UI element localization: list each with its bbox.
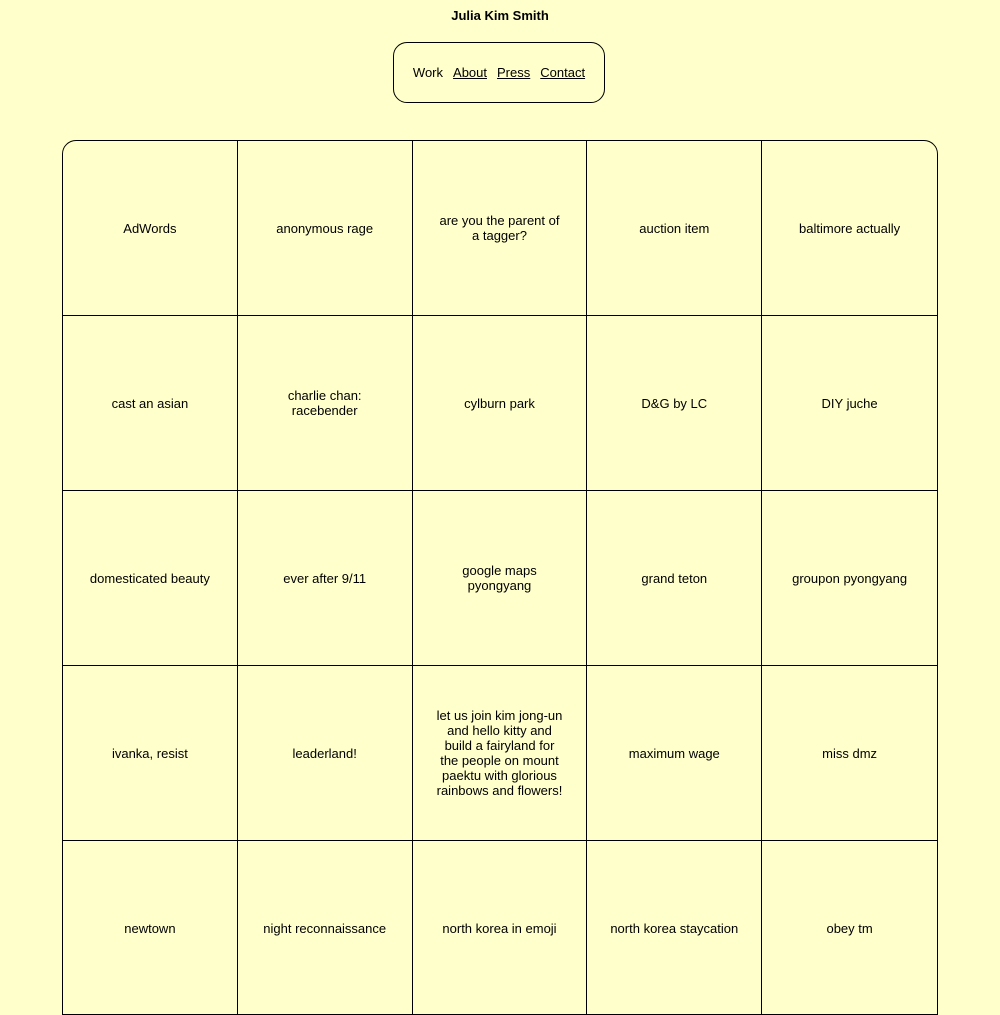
nav-link-press[interactable]: Press	[497, 64, 531, 80]
work-tile[interactable]: auction item	[587, 141, 762, 316]
work-tile[interactable]: ever after 9/11	[238, 491, 413, 666]
work-tile[interactable]: north korea in emoji	[413, 841, 588, 1015]
work-tile[interactable]: are you the parent of a tagger?	[413, 141, 588, 316]
site-title: Julia Kim Smith	[451, 8, 549, 23]
work-tile[interactable]: night reconnaissance	[238, 841, 413, 1015]
work-tile[interactable]: domesticated beauty	[63, 491, 238, 666]
work-tile[interactable]: anonymous rage	[238, 141, 413, 316]
work-tile[interactable]: cast an asian	[63, 316, 238, 491]
work-tile[interactable]: leaderland!	[238, 666, 413, 841]
work-tile[interactable]: groupon pyongyang	[762, 491, 937, 666]
work-tile[interactable]: grand teton	[587, 491, 762, 666]
work-tile[interactable]: miss dmz	[762, 666, 937, 841]
nav-link-about[interactable]: About	[453, 64, 488, 80]
nav-link-contact[interactable]: Contact	[540, 64, 586, 80]
work-tile[interactable]: charlie chan: racebender	[238, 316, 413, 491]
work-tile[interactable]: newtown	[63, 841, 238, 1015]
nav-item-work[interactable]: Work	[412, 64, 444, 80]
work-grid	[62, 140, 938, 1015]
work-tile[interactable]: ivanka, resist	[63, 666, 238, 841]
top-nav	[393, 42, 605, 103]
work-tile[interactable]: google maps pyongyang	[413, 491, 588, 666]
work-tile[interactable]: AdWords	[63, 141, 238, 316]
work-tile[interactable]: DIY juche	[762, 316, 937, 491]
work-tile[interactable]: obey tm	[762, 841, 937, 1015]
work-tile[interactable]: maximum wage	[587, 666, 762, 841]
work-tile[interactable]: baltimore actually	[762, 141, 937, 316]
work-tile[interactable]: north korea staycation	[587, 841, 762, 1015]
work-tile[interactable]: D&G by LC	[587, 316, 762, 491]
work-tile[interactable]: let us join kim jong-un and hello kitty and build a fairyland for the people on mount paektu with glorious rainbows and flowers!	[413, 666, 588, 841]
work-tile[interactable]: cylburn park	[413, 316, 588, 491]
